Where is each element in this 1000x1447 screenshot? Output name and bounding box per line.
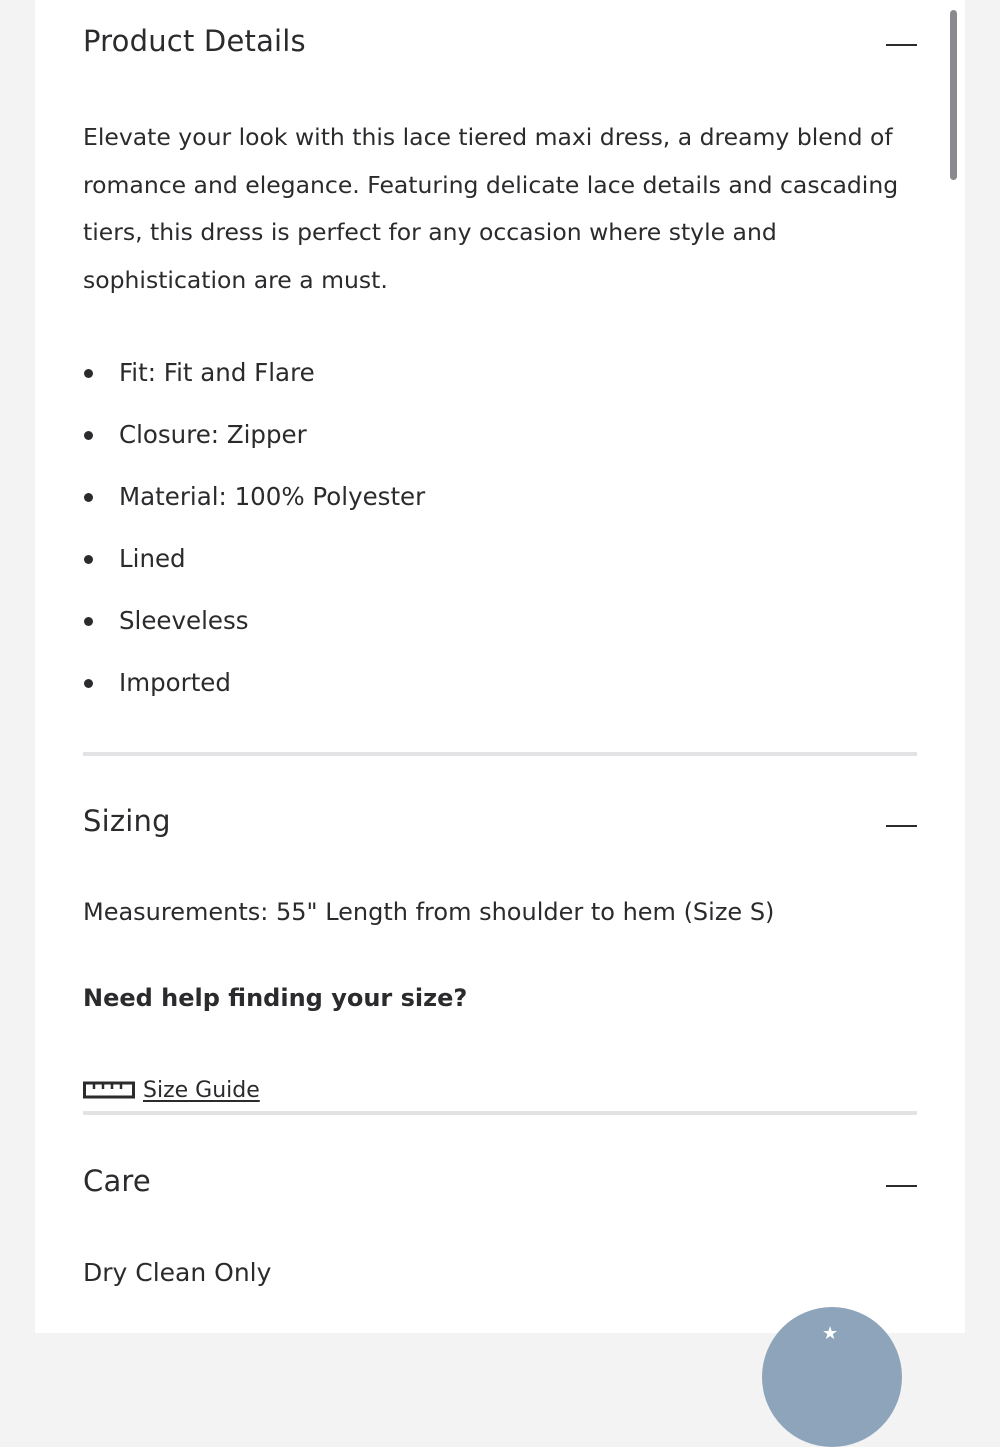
care-title: Care (83, 1164, 151, 1198)
size-help-heading: Need help finding your size? (83, 984, 468, 1012)
bullet-icon (84, 369, 93, 378)
minus-icon (886, 44, 917, 46)
care-header[interactable] (83, 1160, 917, 1210)
ruler-icon (83, 1078, 135, 1102)
sizing-header[interactable] (83, 800, 917, 850)
list-item (83, 410, 917, 472)
floating-action-button[interactable] (762, 1307, 902, 1447)
feature-text: Closure: Zipper (119, 420, 307, 449)
list-item (83, 348, 917, 410)
sizing-measurements: Measurements: 55" Length from shoulder to hem (Size S) (83, 898, 775, 926)
sizing-collapse-button[interactable] (885, 811, 917, 841)
bullet-icon (84, 679, 93, 688)
section-divider (83, 752, 917, 756)
star-icon: ★ (822, 1323, 839, 1344)
product-details-collapse-button[interactable] (885, 30, 917, 60)
product-info-panel (35, 0, 965, 1333)
product-feature-list (83, 348, 917, 720)
bullet-icon (84, 555, 93, 564)
care-text: Dry Clean Only (83, 1258, 272, 1287)
sizing-title: Sizing (83, 804, 171, 838)
feature-text: Sleeveless (119, 606, 249, 635)
list-item (83, 596, 917, 658)
minus-icon (886, 1185, 917, 1187)
size-guide-label[interactable]: Size Guide (143, 1077, 260, 1103)
list-item (83, 534, 917, 596)
list-item (83, 658, 917, 720)
feature-text: Material: 100% Polyester (119, 482, 426, 511)
feature-text: Fit: Fit and Flare (119, 358, 315, 387)
minus-icon (886, 825, 917, 827)
bullet-icon (84, 431, 93, 440)
list-item (83, 472, 917, 534)
feature-text: Imported (119, 668, 231, 697)
product-description: Elevate your look with this lace tiered maxi dress, a dreamy blend of romance and elegance. Featuring delicate lace details and cascading tiers, this dress is perfect for any occasion where style and sophistication are a must. (83, 123, 899, 295)
section-divider (83, 1111, 917, 1115)
bullet-icon (84, 617, 93, 626)
product-details-title: Product Details (83, 24, 306, 58)
bullet-icon (84, 493, 93, 502)
product-details-header[interactable] (83, 20, 917, 70)
feature-text: Lined (119, 544, 186, 573)
scrollbar-thumb[interactable] (950, 10, 957, 180)
size-guide-link[interactable] (83, 1074, 260, 1106)
care-collapse-button[interactable] (885, 1171, 917, 1201)
